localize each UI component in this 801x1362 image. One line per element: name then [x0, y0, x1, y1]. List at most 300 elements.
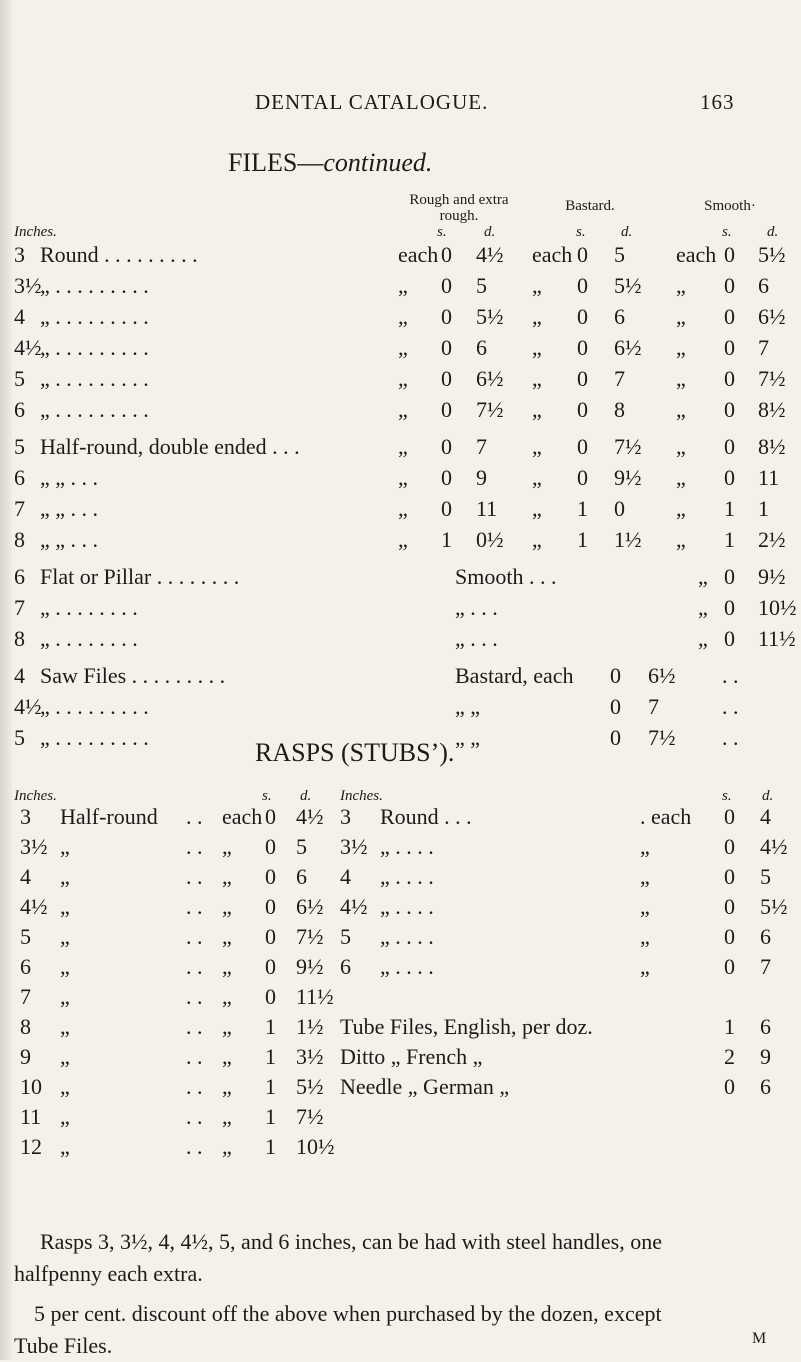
- item-name: „ . . . .: [380, 954, 434, 979]
- bastard-pence: 9½: [614, 465, 642, 490]
- col-header-bastard: Bastard.: [565, 198, 615, 214]
- rough-shillings: 0: [441, 465, 452, 490]
- size-cell: 6: [14, 397, 25, 422]
- pence: 7: [648, 694, 659, 719]
- smooth-shillings: 0: [724, 465, 735, 490]
- rough-prefix: „: [398, 465, 408, 490]
- item-name: „: [60, 834, 70, 859]
- price-prefix: each: [222, 804, 263, 829]
- shillings: 0: [724, 924, 735, 949]
- table-row: [0, 1044, 801, 1074]
- smooth-pence: 1: [758, 496, 769, 521]
- shillings: 1: [265, 1104, 276, 1129]
- item-name: „: [60, 954, 70, 979]
- price-prefix: „: [222, 834, 232, 859]
- filler-dots: . .: [186, 924, 203, 949]
- grade-cell: „ „: [455, 694, 481, 719]
- sub-s: s.: [576, 224, 586, 240]
- pence: 4½: [296, 804, 324, 829]
- table-row: [0, 924, 801, 954]
- rough-pence: 11: [476, 496, 498, 521]
- price-prefix: „: [222, 864, 232, 889]
- table-row: [0, 397, 801, 427]
- filler-dots: . .: [186, 1014, 203, 1039]
- grade-cell: „ „: [455, 725, 481, 750]
- rough-prefix: „: [398, 496, 408, 521]
- item-name: „: [60, 924, 70, 949]
- size-cell: 6: [20, 954, 31, 979]
- pence: 6: [760, 924, 771, 949]
- item-name: „: [60, 1134, 70, 1159]
- inches-label: Inches.: [14, 224, 57, 240]
- bastard-pence: 8: [614, 397, 625, 422]
- table-row: [0, 273, 801, 303]
- price-prefix: „: [222, 924, 232, 949]
- bastard-prefix: „: [532, 465, 542, 490]
- size-cell: 5: [340, 924, 351, 949]
- smooth-shillings: 0: [724, 434, 735, 459]
- item-name: „ . . . . . . . .: [40, 626, 138, 651]
- size-cell: 5: [14, 434, 25, 459]
- shillings: 0: [610, 663, 621, 688]
- smooth-shillings: 0: [724, 626, 735, 651]
- smooth-prefix: „: [676, 496, 686, 521]
- item-name: „ . . . . . . . . .: [40, 335, 149, 360]
- filler-dots: . .: [186, 1134, 203, 1159]
- pence: 5½: [760, 894, 788, 919]
- smooth-pence: 7: [758, 335, 769, 360]
- item-name: „: [60, 1044, 70, 1069]
- item-name: „ . . . . . . . . .: [40, 694, 149, 719]
- table-row: [0, 694, 801, 724]
- smooth-shillings: 0: [724, 595, 735, 620]
- size-cell: 3½: [340, 834, 368, 859]
- price-prefix: „: [640, 864, 650, 889]
- shillings: 1: [265, 1074, 276, 1099]
- table-row: [0, 496, 801, 526]
- smooth-pence: 2½: [758, 527, 786, 552]
- filler-dots: . .: [186, 804, 203, 829]
- item-name: „: [60, 894, 70, 919]
- size-cell: 4½: [340, 894, 368, 919]
- table-row: [0, 242, 801, 272]
- smooth-shillings: 0: [724, 304, 735, 329]
- smooth-shillings: 0: [724, 397, 735, 422]
- smooth-shillings: 0: [724, 335, 735, 360]
- shillings: 0: [265, 804, 276, 829]
- filler-dots: . .: [722, 694, 739, 719]
- bastard-shillings: 0: [577, 366, 588, 391]
- rough-pence: 6½: [476, 366, 504, 391]
- bastard-shillings: 0: [577, 465, 588, 490]
- price-prefix: „: [222, 1014, 232, 1039]
- sub-s: s.: [437, 224, 447, 240]
- smooth-shillings: 1: [724, 527, 735, 552]
- shillings: 0: [265, 984, 276, 1009]
- shillings: 0: [724, 804, 735, 829]
- pence: 7½: [648, 725, 676, 750]
- rough-pence: 5: [476, 273, 487, 298]
- smooth-shillings: 1: [724, 496, 735, 521]
- size-cell: 4½: [14, 335, 42, 360]
- item-name: Saw Files . . . . . . . . .: [40, 663, 226, 688]
- rough-shillings: 0: [441, 304, 452, 329]
- shillings: 0: [724, 954, 735, 979]
- bastard-prefix: „: [532, 434, 542, 459]
- pence: 6½: [648, 663, 676, 688]
- sub-d: d.: [767, 224, 779, 240]
- bastard-shillings: 0: [577, 273, 588, 298]
- rough-prefix: „: [398, 434, 408, 459]
- smooth-prefix: each: [676, 242, 717, 267]
- item-name: „ „ . . .: [40, 527, 99, 552]
- filler-dots: . .: [186, 864, 203, 889]
- bastard-shillings: 1: [577, 527, 588, 552]
- size-cell: 3½: [20, 834, 48, 859]
- rough-shillings: 0: [441, 335, 452, 360]
- price-prefix: „: [222, 1044, 232, 1069]
- item-name: „ . . . .: [380, 894, 434, 919]
- item-name: Tube Files, English, per doz.: [340, 1014, 593, 1039]
- shillings: 1: [265, 1014, 276, 1039]
- item-name: „ . . . . . . . . .: [40, 397, 149, 422]
- pence: 6½: [296, 894, 324, 919]
- pence: 7½: [296, 924, 324, 949]
- note-handles-line1: Rasps 3, 3½, 4, 4½, 5, and 6 inches, can be had with steel handles, one: [40, 1229, 662, 1254]
- table-row: [0, 834, 801, 864]
- size-cell: 5: [14, 366, 25, 391]
- item-name: „ . . . . . . . . .: [40, 725, 149, 750]
- rough-pence: 4½: [476, 242, 504, 267]
- item-name: „ . . . .: [380, 864, 434, 889]
- item-name: Half-round, double ended . . .: [40, 434, 300, 459]
- item-name: „ . . . . . . . . .: [40, 366, 149, 391]
- rasps-sub-d-right: d.: [762, 788, 774, 804]
- shillings: 1: [265, 1044, 276, 1069]
- price-prefix: „: [222, 984, 232, 1009]
- size-cell: 5: [20, 924, 31, 949]
- size-cell: 7: [14, 595, 25, 620]
- pence: 1½: [296, 1014, 324, 1039]
- item-name: Half-round: [60, 804, 158, 829]
- smooth-pence: 11½: [758, 626, 796, 651]
- filler-dots: . .: [186, 984, 203, 1009]
- running-header: DENTAL CATALOGUE.: [255, 90, 489, 114]
- section-title-files: FILES—continued.: [228, 148, 433, 177]
- size-cell: 3: [340, 804, 351, 829]
- rough-pence: 7½: [476, 397, 504, 422]
- smooth-pence: 11: [758, 465, 780, 490]
- grade-cell: „ . . .: [455, 595, 498, 620]
- size-cell: 3: [14, 242, 25, 267]
- filler-dots: . .: [186, 1074, 203, 1099]
- smooth-pence: 8½: [758, 434, 786, 459]
- rasps-inches-label: Inches.: [14, 788, 57, 804]
- bastard-shillings: 0: [577, 335, 588, 360]
- shillings: 0: [724, 834, 735, 859]
- rough-shillings: 0: [441, 366, 452, 391]
- grade-cell: „ . . .: [455, 626, 498, 651]
- size-cell: 6: [14, 465, 25, 490]
- pence: 7: [760, 954, 771, 979]
- bastard-prefix: „: [532, 335, 542, 360]
- filler-dots: . .: [186, 1044, 203, 1069]
- price-prefix: „: [640, 894, 650, 919]
- page-number: 163: [700, 90, 735, 114]
- table-row: [0, 984, 801, 1014]
- bastard-shillings: 0: [577, 434, 588, 459]
- rasps-inches-label-right: Inches.: [340, 788, 383, 804]
- smooth-pence: 6½: [758, 304, 786, 329]
- table-row: [0, 864, 801, 894]
- bastard-prefix: „: [532, 527, 542, 552]
- filler-dots: . .: [186, 834, 203, 859]
- shillings: 0: [265, 954, 276, 979]
- bastard-prefix: „: [532, 496, 542, 521]
- table-row: [0, 366, 801, 396]
- price-prefix: „: [640, 834, 650, 859]
- table-row: [0, 465, 801, 495]
- bastard-shillings: 0: [577, 242, 588, 267]
- table-row: [0, 894, 801, 924]
- smooth-shillings: 0: [724, 273, 735, 298]
- table-row: [0, 804, 801, 834]
- item-name: „: [60, 864, 70, 889]
- bastard-prefix: „: [532, 273, 542, 298]
- item-name: „ „ . . .: [40, 465, 99, 490]
- rough-pence: 5½: [476, 304, 504, 329]
- rough-pence: 0½: [476, 527, 504, 552]
- size-cell: 11: [20, 1104, 42, 1129]
- bastard-shillings: 0: [577, 304, 588, 329]
- table-row: [0, 595, 801, 625]
- table-row: [0, 1074, 801, 1104]
- size-cell: 8: [20, 1014, 31, 1039]
- smooth-pence: 5½: [758, 242, 786, 267]
- filler-dots: . .: [186, 1104, 203, 1129]
- size-cell: 3½: [14, 273, 42, 298]
- size-cell: 8: [14, 527, 25, 552]
- shillings: 0: [265, 834, 276, 859]
- rough-pence: 7: [476, 434, 487, 459]
- table-row: [0, 1104, 801, 1134]
- table-row: [0, 304, 801, 334]
- smooth-prefix: „: [676, 304, 686, 329]
- table-row: [0, 954, 801, 984]
- shillings: 0: [265, 924, 276, 949]
- note-discount-line2: Tube Files.: [14, 1333, 113, 1358]
- bastard-pence: 0: [614, 496, 625, 521]
- item-name: „: [60, 984, 70, 1009]
- pence: 10½: [296, 1134, 335, 1159]
- rough-prefix: „: [398, 527, 408, 552]
- price-prefix: „: [640, 954, 650, 979]
- rasps-sub-d: d.: [300, 788, 312, 804]
- smooth-prefix: „: [676, 273, 686, 298]
- pence: 4½: [760, 834, 788, 859]
- item-name: Needle „ German „: [340, 1074, 510, 1099]
- bastard-pence: 6: [614, 304, 625, 329]
- smooth-prefix: „: [698, 626, 708, 651]
- col-header-rough: Rough and extra rough.: [409, 192, 509, 224]
- filler-dots: . .: [722, 663, 739, 688]
- price-prefix: „: [222, 954, 232, 979]
- rough-prefix: „: [398, 397, 408, 422]
- bastard-prefix: „: [532, 304, 542, 329]
- smooth-pence: 8½: [758, 397, 786, 422]
- smooth-prefix: „: [676, 335, 686, 360]
- item-name: Ditto „ French „: [340, 1044, 483, 1069]
- rough-shillings: 0: [441, 397, 452, 422]
- item-name: Round . . . . . . . . .: [40, 242, 198, 267]
- bastard-pence: 7: [614, 366, 625, 391]
- sub-d: d.: [621, 224, 633, 240]
- pence: 3½: [296, 1044, 324, 1069]
- col-header-smooth: Smooth·: [704, 198, 756, 214]
- bastard-pence: 6½: [614, 335, 642, 360]
- size-cell: 4½: [14, 694, 42, 719]
- shillings: 1: [724, 1014, 735, 1039]
- bastard-shillings: 1: [577, 496, 588, 521]
- sub-s: s.: [722, 224, 732, 240]
- price-prefix: . each: [640, 804, 692, 829]
- size-cell: 6: [340, 954, 351, 979]
- rough-shillings: 1: [441, 527, 452, 552]
- rough-shillings: 0: [441, 273, 452, 298]
- table-row: [0, 1014, 801, 1044]
- note-handles-line2: halfpenny each extra.: [14, 1261, 203, 1286]
- rough-prefix: „: [398, 304, 408, 329]
- shillings: 0: [610, 725, 621, 750]
- pence: 6: [296, 864, 307, 889]
- smooth-prefix: „: [676, 397, 686, 422]
- pence: 5: [760, 864, 771, 889]
- rough-prefix: each: [398, 242, 439, 267]
- shillings: 0: [265, 864, 276, 889]
- pence: 9½: [296, 954, 324, 979]
- size-cell: 7: [20, 984, 31, 1009]
- table-row: [0, 527, 801, 557]
- smooth-pence: 6: [758, 273, 769, 298]
- smooth-pence: 10½: [758, 595, 797, 620]
- pence: 5: [296, 834, 307, 859]
- price-prefix: „: [222, 1104, 232, 1129]
- rough-shillings: 0: [441, 496, 452, 521]
- rough-pence: 6: [476, 335, 487, 360]
- rough-prefix: „: [398, 366, 408, 391]
- bastard-prefix: „: [532, 397, 542, 422]
- item-name: „: [60, 1104, 70, 1129]
- grade-cell: Smooth . . .: [455, 564, 557, 589]
- item-name: „ . . . . . . . . .: [40, 273, 149, 298]
- bastard-pence: 7½: [614, 434, 642, 459]
- size-cell: 4: [20, 864, 31, 889]
- rough-prefix: „: [398, 335, 408, 360]
- size-cell: 6: [14, 564, 25, 589]
- bastard-shillings: 0: [577, 397, 588, 422]
- size-cell: 9: [20, 1044, 31, 1069]
- smooth-shillings: 0: [724, 564, 735, 589]
- price-prefix: „: [222, 894, 232, 919]
- rough-shillings: 0: [441, 242, 452, 267]
- grade-cell: Bastard, each: [455, 663, 574, 688]
- shillings: 0: [724, 1074, 735, 1099]
- smooth-shillings: 0: [724, 366, 735, 391]
- size-cell: 4: [14, 304, 25, 329]
- bastard-pence: 5: [614, 242, 625, 267]
- shillings: 0: [610, 694, 621, 719]
- smooth-prefix: „: [698, 595, 708, 620]
- size-cell: 4½: [20, 894, 48, 919]
- item-name: „ . . . .: [380, 924, 434, 949]
- smooth-prefix: „: [676, 434, 686, 459]
- pence: 7½: [296, 1104, 324, 1129]
- pence: 9: [760, 1044, 771, 1069]
- smooth-pence: 9½: [758, 564, 786, 589]
- smooth-prefix: „: [676, 465, 686, 490]
- rasps-sub-s-right: s.: [722, 788, 732, 804]
- size-cell: 4: [340, 864, 351, 889]
- size-cell: 5: [14, 725, 25, 750]
- item-name: „ . . . .: [380, 834, 434, 859]
- filler-dots: . .: [186, 894, 203, 919]
- smooth-shillings: 0: [724, 242, 735, 267]
- bastard-pence: 5½: [614, 273, 642, 298]
- smooth-prefix: „: [676, 527, 686, 552]
- note-discount-line1: 5 per cent. discount off the above when purchased by the dozen, except: [34, 1301, 662, 1326]
- shillings: 0: [724, 894, 735, 919]
- table-row: [0, 663, 801, 693]
- smooth-prefix: „: [698, 564, 708, 589]
- pence: 6: [760, 1074, 771, 1099]
- price-prefix: „: [222, 1134, 232, 1159]
- size-cell: 10: [20, 1074, 42, 1099]
- price-prefix: „: [222, 1074, 232, 1099]
- size-cell: 8: [14, 626, 25, 651]
- bastard-prefix: „: [532, 366, 542, 391]
- shillings: 1: [265, 1134, 276, 1159]
- shillings: 0: [724, 864, 735, 889]
- shillings: 0: [265, 894, 276, 919]
- price-prefix: „: [640, 924, 650, 949]
- rough-shillings: 0: [441, 434, 452, 459]
- item-name: Round . . .: [380, 804, 472, 829]
- sub-d: d.: [484, 224, 496, 240]
- filler-dots: . .: [722, 725, 739, 750]
- smooth-prefix: „: [676, 366, 686, 391]
- item-name: „ . . . . . . . . .: [40, 304, 149, 329]
- bastard-pence: 1½: [614, 527, 642, 552]
- table-row: [0, 564, 801, 594]
- pence: 4: [760, 804, 771, 829]
- shillings: 2: [724, 1044, 735, 1069]
- size-cell: 7: [14, 496, 25, 521]
- table-row: [0, 335, 801, 365]
- item-name: Flat or Pillar . . . . . . . .: [40, 564, 240, 589]
- rough-prefix: „: [398, 273, 408, 298]
- section-title-rasps: RASPS (STUBS’).: [255, 738, 455, 767]
- size-cell: 12: [20, 1134, 42, 1159]
- size-cell: 4: [14, 663, 25, 688]
- rough-pence: 9: [476, 465, 487, 490]
- filler-dots: . .: [186, 954, 203, 979]
- rasps-sub-s: s.: [262, 788, 272, 804]
- pence: 6: [760, 1014, 771, 1039]
- table-row: [0, 434, 801, 464]
- pence: 5½: [296, 1074, 324, 1099]
- size-cell: 3: [20, 804, 31, 829]
- item-name: „: [60, 1014, 70, 1039]
